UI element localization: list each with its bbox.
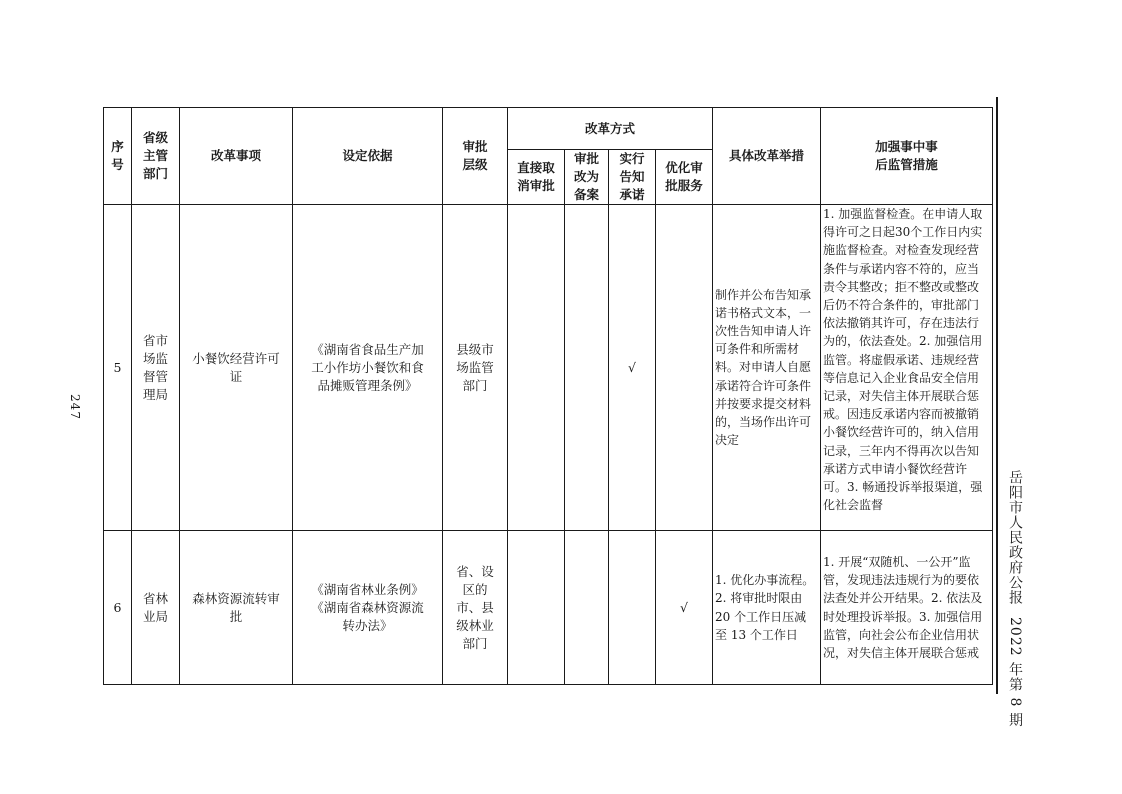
- header-method-cancel: 直接取 消审批: [508, 150, 565, 205]
- header-method-filing: 审批 改为 备案: [565, 150, 609, 205]
- row-dept: 省林 业局: [132, 531, 180, 685]
- header-supervision: 加强事中事 后监管措施: [821, 108, 993, 205]
- row-method-optimize: √: [656, 531, 713, 685]
- header-basis: 设定依据: [293, 108, 443, 205]
- row-method-filing: [565, 205, 609, 531]
- row-supervision: 1. 开展“双随机、一公开”监管，发现违法违规行为的要依法查处并公开结果。2. 依法及时处理投诉举报。3. 加强信用监管，向社会公布企业信用状况，对失信主体开展联合惩戒: [821, 531, 993, 685]
- row-level: 县级市 场监管 部门: [443, 205, 508, 531]
- header-methods-group: 改革方式: [508, 108, 713, 150]
- row-seq: 5: [104, 205, 132, 531]
- row-level: 省、设 区的 市、县 级林业 部门: [443, 531, 508, 685]
- row-method-notify: √: [609, 205, 656, 531]
- page-number: 247: [67, 394, 82, 420]
- header-dept: 省级 主管 部门: [132, 108, 180, 205]
- row-dept: 省市 场监 督管 理局: [132, 205, 180, 531]
- row-basis: 《湖南省食品生产加 工小作坊小餐饮和食 品摊贩管理条例》: [293, 205, 443, 531]
- header-item: 改革事项: [180, 108, 293, 205]
- header-method-optimize: 优化审 批服务: [656, 150, 713, 205]
- header-measures: 具体改革举措: [713, 108, 821, 205]
- table-row: [104, 531, 993, 685]
- row-supervision: 1. 加强监督检查。在申请人取得许可之日起30个工作日内实施监督检查。对检查发现经营条件与承诺内容不符的，应当责令其整改；拒不整改或整改后仍不符合条件的，审批部门依法撤销其许可，存在违法行为的，依法查处。2. 加强信用监管。将虚假承诺、违规经营等信息记入企业食品安全信用记录，对失信主体开展联合惩戒。因违反承诺内容而被撤销小餐饮经营许可的，纳入信用记录，三年内不得再次以告知承诺方式申请小餐饮经营许可。3. 畅通投诉举报渠道，强化社会监督: [821, 205, 993, 531]
- row-method-cancel: [508, 531, 565, 685]
- row-measures: 制作并公布告知承诺书格式文本，一次性告知申请人许可条件和所需材料。对申请人自愿承诺符合许可条件并按要求提交材料的，当场作出许可决定: [713, 205, 821, 531]
- issue-label: 2022 年第 8 期: [1007, 617, 1023, 728]
- row-method-cancel: [508, 205, 565, 531]
- row-method-optimize: [656, 205, 713, 531]
- row-method-notify: [609, 531, 656, 685]
- margin-rule: [996, 97, 998, 694]
- row-item: 小餐饮经营许可 证: [180, 205, 293, 531]
- row-item: 森林资源流转审 批: [180, 531, 293, 685]
- header-seq: 序 号: [104, 108, 132, 205]
- reform-table: [103, 107, 993, 685]
- header-method-notify: 实行 告知 承诺: [609, 150, 656, 205]
- row-measures: 1. 优化办事流程。2. 将审批时限由 20 个工作日压减至 13 个工作日: [713, 531, 821, 685]
- row-seq: 6: [104, 531, 132, 685]
- header-level: 审批 层级: [443, 108, 508, 205]
- publication-title: 岳阳市人民政府公报: [1007, 470, 1023, 605]
- row-basis: 《湖南省林业条例》 《湖南省森林资源流 转办法》: [293, 531, 443, 685]
- row-method-filing: [565, 531, 609, 685]
- running-head: [1008, 470, 1022, 728]
- table-row: [104, 205, 993, 531]
